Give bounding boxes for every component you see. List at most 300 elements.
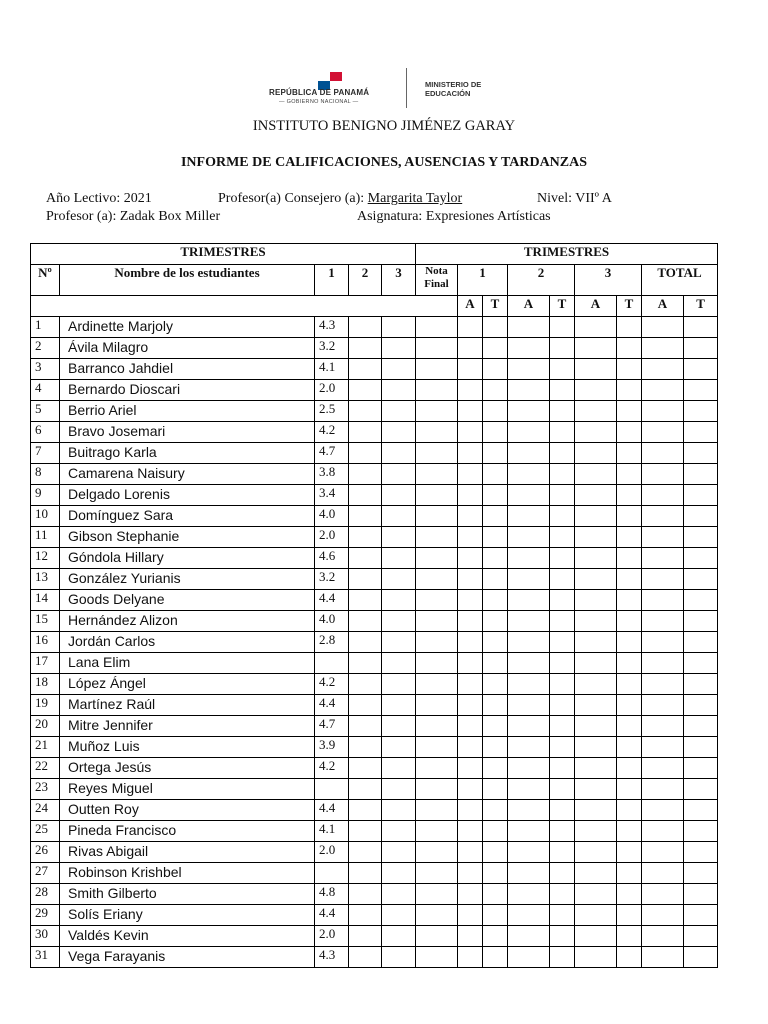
empty-cell xyxy=(483,674,508,695)
empty-cell xyxy=(617,863,642,884)
empty-cell xyxy=(458,527,483,548)
empty-cell xyxy=(483,359,508,380)
empty-cell xyxy=(642,905,684,926)
student-number: 4 xyxy=(31,380,60,401)
empty-cell xyxy=(508,443,550,464)
empty-cell xyxy=(575,380,617,401)
empty-cell xyxy=(458,611,483,632)
empty-cell xyxy=(483,905,508,926)
student-number: 11 xyxy=(31,527,60,548)
empty-cell xyxy=(575,485,617,506)
empty-cell xyxy=(416,842,458,863)
empty-cell xyxy=(458,674,483,695)
table-row xyxy=(31,800,718,821)
empty-cell xyxy=(416,884,458,905)
student-name: Rivas Abigail xyxy=(60,842,315,863)
empty-cell xyxy=(483,884,508,905)
col-nota-final-header: Nota Final xyxy=(416,265,458,296)
grade-t1: 3.9 xyxy=(315,737,349,758)
col-t-header: T xyxy=(684,296,718,317)
empty-cell xyxy=(550,506,575,527)
student-number: 19 xyxy=(31,695,60,716)
empty-cell xyxy=(575,317,617,338)
empty-cell xyxy=(575,800,617,821)
empty-cell xyxy=(416,527,458,548)
grade-t1: 4.4 xyxy=(315,590,349,611)
empty-cell xyxy=(642,569,684,590)
empty-cell xyxy=(617,548,642,569)
empty-cell xyxy=(550,842,575,863)
empty-cell xyxy=(550,821,575,842)
empty-cell xyxy=(642,926,684,947)
empty-cell xyxy=(684,758,718,779)
grade-t1 xyxy=(315,653,349,674)
subject: Asignatura: Expresiones Artísticas xyxy=(357,209,551,224)
col-name-header: Nombre de los estudiantes xyxy=(60,265,315,296)
empty-cell xyxy=(617,779,642,800)
empty-cell xyxy=(382,674,416,695)
empty-cell xyxy=(382,401,416,422)
empty-cell xyxy=(550,800,575,821)
empty-cell xyxy=(416,443,458,464)
empty-cell xyxy=(483,779,508,800)
empty-cell xyxy=(642,842,684,863)
student-number: 26 xyxy=(31,842,60,863)
empty-cell xyxy=(617,569,642,590)
empty-cell xyxy=(416,422,458,443)
empty-cell xyxy=(349,401,382,422)
empty-cell xyxy=(550,611,575,632)
empty-cell xyxy=(508,863,550,884)
empty-cell xyxy=(483,527,508,548)
empty-cell xyxy=(550,674,575,695)
empty-cell xyxy=(642,737,684,758)
table-row xyxy=(31,338,718,359)
empty-cell xyxy=(617,695,642,716)
empty-cell xyxy=(684,443,718,464)
advisor xyxy=(218,191,462,207)
empty-cell xyxy=(575,737,617,758)
table-row xyxy=(31,359,718,380)
col-t-header: T xyxy=(617,296,642,317)
empty-cell xyxy=(617,947,642,968)
empty-cell xyxy=(416,548,458,569)
empty-cell xyxy=(575,506,617,527)
empty-cell xyxy=(416,632,458,653)
empty-cell xyxy=(458,569,483,590)
student-name: Solís Eriany xyxy=(60,905,315,926)
teacher: Profesor (a): Zadak Box Miller xyxy=(46,209,221,224)
empty-cell xyxy=(684,611,718,632)
empty-cell xyxy=(617,842,642,863)
empty-cell xyxy=(483,569,508,590)
empty-cell xyxy=(416,905,458,926)
empty-cell xyxy=(617,653,642,674)
empty-cell xyxy=(349,653,382,674)
empty-cell xyxy=(416,401,458,422)
empty-cell xyxy=(508,821,550,842)
student-number: 30 xyxy=(31,926,60,947)
empty-cell xyxy=(684,527,718,548)
student-name: Vega Farayanis xyxy=(60,947,315,968)
empty-cell xyxy=(458,905,483,926)
empty-cell xyxy=(684,359,718,380)
empty-cell xyxy=(416,653,458,674)
empty-cell xyxy=(382,485,416,506)
empty-cell xyxy=(642,863,684,884)
grade-t1: 3.2 xyxy=(315,569,349,590)
grade-t1: 4.1 xyxy=(315,359,349,380)
empty-cell xyxy=(382,695,416,716)
grade-t1: 4.6 xyxy=(315,548,349,569)
empty-cell xyxy=(483,590,508,611)
empty-cell xyxy=(684,422,718,443)
empty-cell xyxy=(550,590,575,611)
grade-t1: 4.7 xyxy=(315,716,349,737)
empty-cell xyxy=(508,695,550,716)
empty-cell xyxy=(458,947,483,968)
school-year: Año Lectivo: 2021 xyxy=(46,191,152,206)
grade-t1: 4.0 xyxy=(315,611,349,632)
empty-cell xyxy=(642,464,684,485)
empty-cell xyxy=(416,926,458,947)
logo-divider xyxy=(406,68,407,108)
empty-cell xyxy=(642,506,684,527)
empty-cell xyxy=(349,485,382,506)
empty-cell xyxy=(684,401,718,422)
empty-cell xyxy=(349,464,382,485)
empty-cell xyxy=(575,716,617,737)
empty-cell xyxy=(458,884,483,905)
empty-cell xyxy=(483,401,508,422)
advisor-label: Profesor(a) Consejero (a): xyxy=(218,191,365,206)
empty-cell xyxy=(684,737,718,758)
empty-cell xyxy=(617,464,642,485)
empty-cell xyxy=(642,758,684,779)
empty-cell xyxy=(458,443,483,464)
grade-t1: 4.3 xyxy=(315,317,349,338)
empty-cell xyxy=(349,674,382,695)
student-number: 21 xyxy=(31,737,60,758)
empty-cell xyxy=(458,821,483,842)
empty-cell xyxy=(458,758,483,779)
empty-cell xyxy=(617,800,642,821)
empty-cell xyxy=(575,590,617,611)
empty-cell xyxy=(349,422,382,443)
empty-cell xyxy=(642,653,684,674)
empty-cell xyxy=(508,338,550,359)
table-row xyxy=(31,401,718,422)
empty-cell xyxy=(349,884,382,905)
empty-cell xyxy=(508,506,550,527)
empty-cell xyxy=(349,590,382,611)
empty-cell xyxy=(575,758,617,779)
logo-republica-text: REPÚBLICA DE PANAMÁ xyxy=(269,88,370,97)
table-row xyxy=(31,884,718,905)
empty-cell xyxy=(684,632,718,653)
empty-cell xyxy=(550,779,575,800)
empty-cell xyxy=(349,569,382,590)
empty-cell xyxy=(642,779,684,800)
student-name: López Ángel xyxy=(60,674,315,695)
empty-cell xyxy=(575,653,617,674)
empty-cell xyxy=(642,548,684,569)
empty-cell xyxy=(575,947,617,968)
student-number: 28 xyxy=(31,884,60,905)
empty-cell xyxy=(416,590,458,611)
col-t2-header: 2 xyxy=(349,265,382,296)
header-row-1 xyxy=(31,244,718,265)
empty-cell xyxy=(508,359,550,380)
empty-cell xyxy=(642,884,684,905)
empty-cell xyxy=(684,674,718,695)
student-number: 23 xyxy=(31,779,60,800)
empty-cell xyxy=(575,548,617,569)
empty-cell xyxy=(575,338,617,359)
empty-cell xyxy=(483,464,508,485)
empty-cell xyxy=(684,464,718,485)
empty-cell xyxy=(575,359,617,380)
empty-cell xyxy=(508,590,550,611)
student-number: 3 xyxy=(31,359,60,380)
empty-cell xyxy=(642,317,684,338)
empty-cell xyxy=(684,548,718,569)
student-name: Delgado Lorenis xyxy=(60,485,315,506)
col-no-header: Nº xyxy=(31,265,60,296)
empty-cell xyxy=(382,737,416,758)
empty-cell xyxy=(617,317,642,338)
empty-cell xyxy=(617,380,642,401)
student-number: 9 xyxy=(31,485,60,506)
header-blank-cell xyxy=(31,296,458,317)
empty-cell xyxy=(458,842,483,863)
student-name: Mitre Jennifer xyxy=(60,716,315,737)
empty-cell xyxy=(550,359,575,380)
empty-cell xyxy=(550,737,575,758)
student-name: Muñoz Luis xyxy=(60,737,315,758)
empty-cell xyxy=(684,338,718,359)
empty-cell xyxy=(483,842,508,863)
empty-cell xyxy=(483,611,508,632)
col-t1-header: 1 xyxy=(315,265,349,296)
empty-cell xyxy=(349,737,382,758)
table-row xyxy=(31,863,718,884)
logo-gobierno-text: — GOBIERNO NACIONAL — xyxy=(279,99,359,105)
empty-cell xyxy=(684,590,718,611)
empty-cell xyxy=(483,653,508,674)
empty-cell xyxy=(416,317,458,338)
empty-cell xyxy=(458,506,483,527)
student-name: Berrio Ariel xyxy=(60,401,315,422)
grade-t1: 4.2 xyxy=(315,758,349,779)
empty-cell xyxy=(349,842,382,863)
empty-cell xyxy=(642,380,684,401)
empty-cell xyxy=(458,485,483,506)
empty-cell xyxy=(508,926,550,947)
empty-cell xyxy=(508,317,550,338)
table-row xyxy=(31,632,718,653)
student-name: Ávila Milagro xyxy=(60,338,315,359)
empty-cell xyxy=(642,716,684,737)
student-number: 6 xyxy=(31,422,60,443)
student-number: 29 xyxy=(31,905,60,926)
empty-cell xyxy=(349,443,382,464)
table-row xyxy=(31,674,718,695)
empty-cell xyxy=(617,422,642,443)
empty-cell xyxy=(642,359,684,380)
student-name: Outten Roy xyxy=(60,800,315,821)
empty-cell xyxy=(382,758,416,779)
table-row xyxy=(31,380,718,401)
empty-cell xyxy=(642,443,684,464)
empty-cell xyxy=(508,464,550,485)
empty-cell xyxy=(550,863,575,884)
institution-name: INSTITUTO BENIGNO JIMÉNEZ GARAY xyxy=(252,118,516,134)
empty-cell xyxy=(575,695,617,716)
empty-cell xyxy=(483,338,508,359)
student-number: 12 xyxy=(31,548,60,569)
empty-cell xyxy=(349,611,382,632)
empty-cell xyxy=(617,716,642,737)
empty-cell xyxy=(617,737,642,758)
empty-cell xyxy=(508,842,550,863)
empty-cell xyxy=(349,926,382,947)
col-t-header: T xyxy=(550,296,575,317)
empty-cell xyxy=(416,359,458,380)
empty-cell xyxy=(382,443,416,464)
student-name: Domínguez Sara xyxy=(60,506,315,527)
empty-cell xyxy=(458,317,483,338)
empty-cell xyxy=(508,884,550,905)
empty-cell xyxy=(575,779,617,800)
empty-cell xyxy=(575,569,617,590)
empty-cell xyxy=(416,464,458,485)
empty-cell xyxy=(642,485,684,506)
empty-cell xyxy=(508,947,550,968)
empty-cell xyxy=(508,380,550,401)
table-row xyxy=(31,821,718,842)
student-name: Smith Gilberto xyxy=(60,884,315,905)
empty-cell xyxy=(508,779,550,800)
empty-cell xyxy=(550,632,575,653)
grade-t1: 2.0 xyxy=(315,842,349,863)
student-number: 5 xyxy=(31,401,60,422)
empty-cell xyxy=(416,863,458,884)
student-name: Pineda Francisco xyxy=(60,821,315,842)
empty-cell xyxy=(550,527,575,548)
empty-cell xyxy=(483,947,508,968)
empty-cell xyxy=(550,926,575,947)
empty-cell xyxy=(382,359,416,380)
empty-cell xyxy=(508,611,550,632)
empty-cell xyxy=(349,527,382,548)
student-name: Ortega Jesús xyxy=(60,758,315,779)
empty-cell xyxy=(508,905,550,926)
empty-cell xyxy=(642,674,684,695)
empty-cell xyxy=(575,821,617,842)
empty-cell xyxy=(575,464,617,485)
empty-cell xyxy=(617,527,642,548)
empty-cell xyxy=(508,737,550,758)
empty-cell xyxy=(617,632,642,653)
empty-cell xyxy=(483,632,508,653)
empty-cell xyxy=(382,422,416,443)
student-number: 13 xyxy=(31,569,60,590)
col-t-header: T xyxy=(483,296,508,317)
empty-cell xyxy=(508,401,550,422)
empty-cell xyxy=(684,779,718,800)
empty-cell xyxy=(458,590,483,611)
empty-cell xyxy=(382,884,416,905)
student-name: González Yurianis xyxy=(60,569,315,590)
empty-cell xyxy=(684,695,718,716)
empty-cell xyxy=(349,758,382,779)
student-name: Gibson Stephanie xyxy=(60,527,315,548)
table-row xyxy=(31,317,718,338)
empty-cell xyxy=(458,338,483,359)
empty-cell xyxy=(684,653,718,674)
table-row xyxy=(31,947,718,968)
empty-cell xyxy=(483,485,508,506)
empty-cell xyxy=(416,758,458,779)
col-a-header: A xyxy=(458,296,483,317)
empty-cell xyxy=(550,653,575,674)
empty-cell xyxy=(684,317,718,338)
empty-cell xyxy=(508,548,550,569)
empty-cell xyxy=(550,548,575,569)
empty-cell xyxy=(349,506,382,527)
student-number: 24 xyxy=(31,800,60,821)
empty-cell xyxy=(508,653,550,674)
grade-t1: 3.8 xyxy=(315,464,349,485)
grade-t1: 4.4 xyxy=(315,905,349,926)
empty-cell xyxy=(575,842,617,863)
empty-cell xyxy=(382,338,416,359)
empty-cell xyxy=(617,905,642,926)
table-row xyxy=(31,842,718,863)
empty-cell xyxy=(684,569,718,590)
empty-cell xyxy=(483,422,508,443)
report-title: INFORME DE CALIFICACIONES, AUSENCIAS Y TARDANZAS xyxy=(180,155,588,170)
grade-t1: 3.4 xyxy=(315,485,349,506)
empty-cell xyxy=(684,716,718,737)
empty-cell xyxy=(416,800,458,821)
empty-cell xyxy=(458,695,483,716)
empty-cell xyxy=(458,653,483,674)
table-row xyxy=(31,695,718,716)
col-r1-header: 1 xyxy=(458,265,508,296)
empty-cell xyxy=(550,758,575,779)
empty-cell xyxy=(416,338,458,359)
table-row xyxy=(31,653,718,674)
table-row xyxy=(31,506,718,527)
empty-cell xyxy=(617,590,642,611)
empty-cell xyxy=(508,800,550,821)
table-row xyxy=(31,905,718,926)
col-a-header: A xyxy=(508,296,550,317)
empty-cell xyxy=(508,569,550,590)
empty-cell xyxy=(550,695,575,716)
empty-cell xyxy=(684,842,718,863)
empty-cell xyxy=(382,947,416,968)
grade-t1: 4.3 xyxy=(315,947,349,968)
empty-cell xyxy=(416,716,458,737)
table-row xyxy=(31,779,718,800)
empty-cell xyxy=(684,863,718,884)
empty-cell xyxy=(642,338,684,359)
empty-cell xyxy=(382,590,416,611)
student-number: 14 xyxy=(31,590,60,611)
